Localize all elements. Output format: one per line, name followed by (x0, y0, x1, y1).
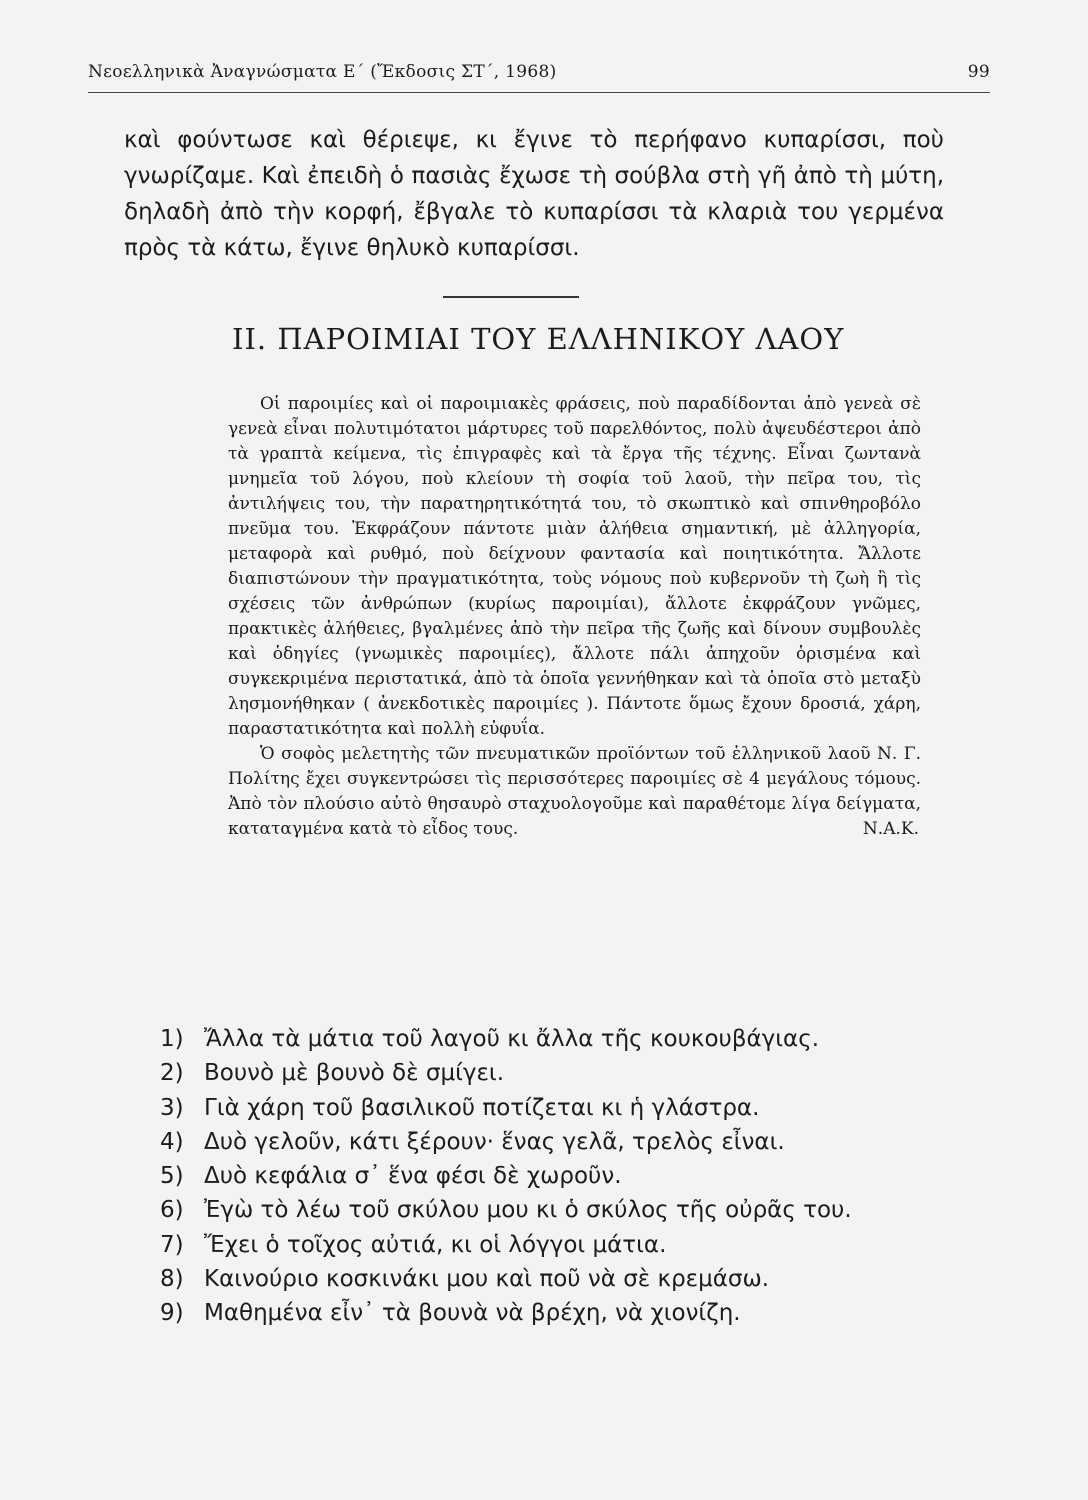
proverb-item (160, 1262, 920, 1296)
proverb-number: 5) (160, 1163, 184, 1190)
proverb-number: 4) (160, 1128, 184, 1155)
proverb-text: Δυὸ γελοῦν, κάτι ξέρουν· ἕνας γελᾶ, τρελὸς εἶναι. (204, 1128, 785, 1155)
proverb-item (160, 1091, 920, 1125)
proverbs-list (160, 1022, 920, 1331)
section-separator (443, 296, 579, 298)
proverb-number: 3) (160, 1094, 184, 1121)
proverb-number: 8) (160, 1266, 184, 1293)
proverb-text: Ἐγὼ τὸ λέω τοῦ σκύλου μου κι ὁ σκύλος τῆς οὐρᾶς του. (204, 1197, 852, 1224)
section-title: II. ΠΑΡΟΙΜΙΑΙ ΤΟΥ ΕΛΛΗΝΙΚΟΥ ΛΑΟΥ (232, 322, 845, 356)
proverb-item (160, 1193, 920, 1227)
proverb-item (160, 1022, 920, 1056)
intro-paragraph: καὶ φούντωσε καὶ θέριεψε, κι ἔγινε τὸ περήφανο κυπαρίσσι, ποὺ γνωρίζαμε. Καὶ ἐπειδὴ ὁ πασιὰς ἔχωσε τὴ σούβλα στὴ γῆ ἀπὸ τὴ μύτη, δηλαδὴ ἀπὸ τὴν κορφή, ἔβγαλε τὸ κυπαρίσσι τὰ κλαριὰ του γερμένα πρὸς τὰ κάτω, ἔγινε θηλυκὸ κυπαρίσσι. (124, 127, 944, 261)
section-prose (228, 392, 921, 842)
author-initials: Ν.Α.Κ. (862, 819, 919, 839)
proverb-number: 2) (160, 1060, 184, 1087)
page-number: 99 (967, 62, 990, 82)
proverb-number: 1) (160, 1026, 184, 1052)
proverb-item (160, 1056, 920, 1090)
proverb-item (160, 1228, 920, 1262)
proverb-item (160, 1125, 920, 1159)
proverb-number: 6) (160, 1197, 184, 1224)
proverb-number: 9) (160, 1300, 184, 1327)
prose-paragraph-2: Ὁ σοφὸς μελετητὴς τῶν πνευματικῶν προϊόντων τοῦ ἑλληνικοῦ λαοῦ Ν. Γ. Πολίτης ἔχει συγκεντρώσει τὶς περισσότερες παροιμίες σὲ 4 μεγάλους τόμους. Ἀπὸ τὸν πλούσιο αὐτὸ θησαυρὸ σταχυολογοῦμε καὶ παραθέτομε λίγα δείγματα, καταταγμένα κατὰ τὸ εἶδος τους. (228, 744, 921, 839)
proverb-text: Ἄλλα τὰ μάτια τοῦ λαγοῦ κι ἄλλα τῆς κουκουβάγιας. (204, 1026, 820, 1052)
proverb-item (160, 1296, 920, 1330)
proverb-text: Δυὸ κεφάλια σ᾽ ἕνα φέσι δὲ χωροῦν. (204, 1163, 622, 1190)
proverb-text: Καινούριο κοσκινάκι μου καὶ ποῦ νὰ σὲ κρεμάσω. (204, 1266, 770, 1293)
proverb-text: Μαθημένα εἶν᾽ τὰ βουνὰ νὰ βρέχη, νὰ χιονίζη. (204, 1300, 741, 1327)
prose-paragraph-1: Οἱ παροιμίες καὶ οἱ παροιμιακὲς φράσεις, ποὺ παραδίδονται ἀπὸ γενεὰ σὲ γενεὰ εἶναι πολυτιμότατοι μάρτυρες τοῦ παρελθόντος, πολὺ ἀψευδέστεροι ἀπὸ τὰ γραπτὰ κείμενα, τὶς ἐπιγραφὲς καὶ τὰ ἔργα τῆς τέχνης. Εἶναι ζωντανὰ μνημεῖα τοῦ λόγου, ποὺ κλείουν τὴ σοφία τοῦ λαοῦ, τὴν πεῖρα του, τὶς ἀντιλήψεις του, τὴν παρατηρητικότητά του, τὸ σκωπτικὸ καὶ σπινθηροβόλο πνεῦμα του. Ἐκφράζουν πάντοτε μιὰν ἀλήθεια σημαντική, μὲ ἀλληγορία, μεταφορὰ καὶ ρυθμό, ποὺ δείχνουν φαντασία καὶ ποιητικότητα. Ἄλλοτε διαπιστώνουν τὴν πραγματικότητα, τοὺς νόμους ποὺ κυβερνοῦν τὴ ζωὴ ἢ τὶς σχέσεις τῶν ἀνθρώπων (κυρίως παροιμίαι), ἄλλοτε ἐκφράζουν γνῶμες, πρακτικὲς ἀλήθειες, βγαλμένες ἀπὸ τὴν πεῖρα τῆς ζωῆς καὶ δίνουν συμβουλὲς καὶ ὁδηγίες (γνωμικὲς παροιμίες), ἄλλοτε πάλι ἀπηχοῦν ὁρισμένα καὶ συγκεκριμένα περιστατικά, ἀπὸ τὰ ὁποῖα γεννήθηκαν καὶ τὰ ὁποῖα στὸ μεταξὺ λησμονήθηκαν ( ἀνεκδοτικὲς παροιμίες ). Πάντοτε ὅμως ἔχουν δροσιά, χάρη, παραστατικότητα καὶ πολλὴ εὐφυΐα. (228, 394, 921, 739)
proverb-text: Ἔχει ὁ τοῖχος αὐτιά, κι οἱ λόγγοι μάτια. (204, 1231, 667, 1258)
proverb-text: Βουνὸ μὲ βουνὸ δὲ σμίγει. (204, 1060, 504, 1087)
proverb-text: Γιὰ χάρη τοῦ βασιλικοῦ ποτίζεται κι ἡ γλάστρα. (204, 1094, 760, 1121)
proverb-item (160, 1159, 920, 1193)
running-title: Νεοελληνικὰ Ἀναγνώσματα Ε΄ (Ἔκδοσις ΣΤ΄, 1968) (88, 62, 557, 82)
running-header (88, 62, 990, 82)
header-rule (88, 92, 990, 93)
proverb-number: 7) (160, 1231, 184, 1258)
